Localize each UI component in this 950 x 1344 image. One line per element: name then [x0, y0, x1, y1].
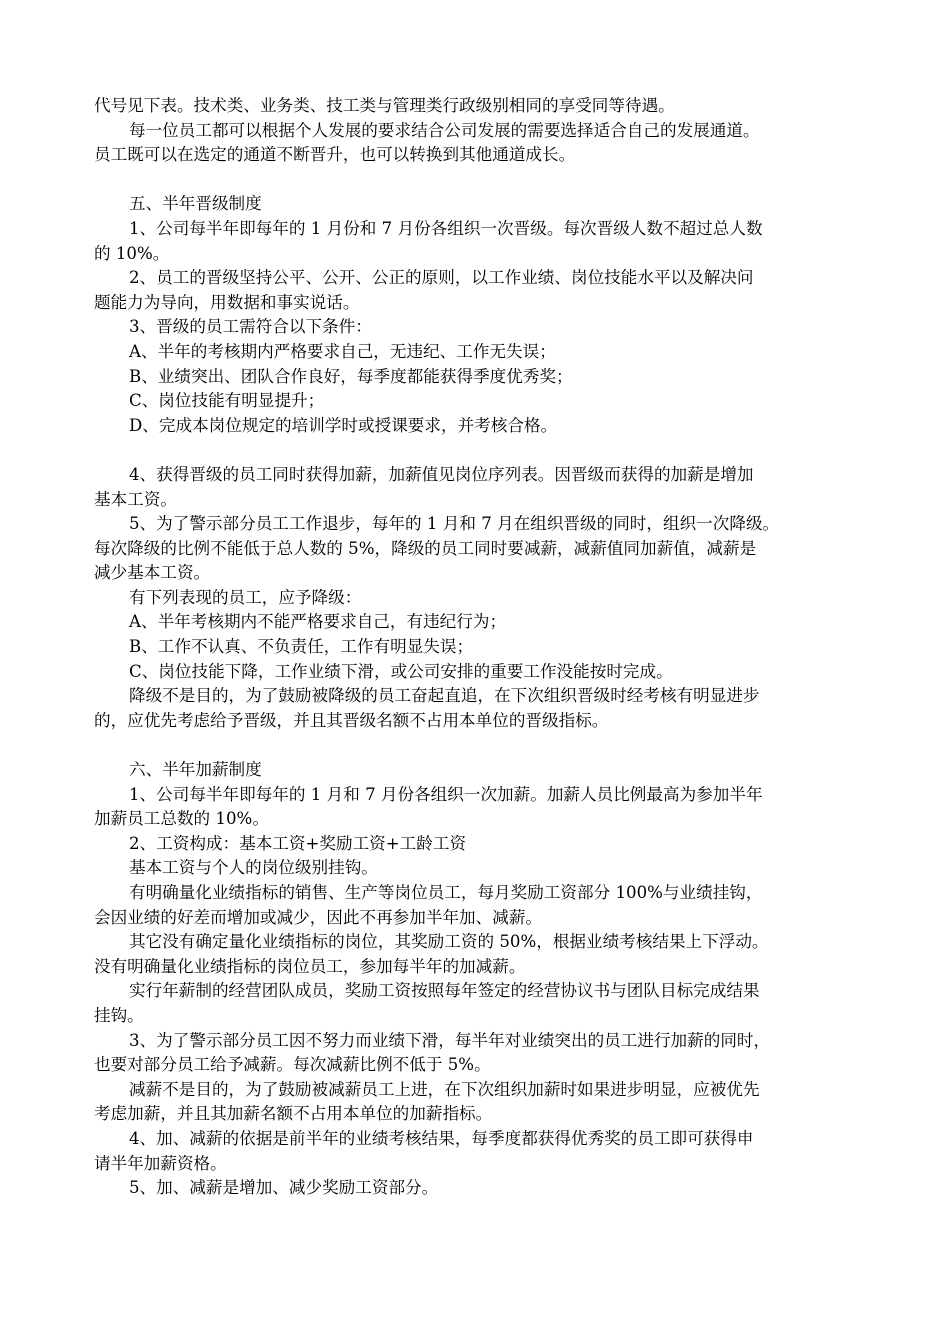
text-line: 员工既可以在选定的通道不断晋升，也可以转换到其他通道成长。: [94, 145, 576, 165]
text-line: 有下列表现的员工，应予降级：: [129, 587, 362, 607]
text-line: 4、获得晋级的员工同时获得加薪，加薪值见岗位序列表。因晋级而获得的加薪是增加: [129, 464, 754, 484]
text-line: 减少基本工资。: [94, 563, 211, 583]
text-line: 基本工资。: [94, 489, 177, 509]
text-line: 五、半年晋级制度: [129, 194, 262, 214]
text-line: 2、工资构成：基本工资+奖励工资+工龄工资: [129, 833, 467, 853]
text-line: 的，应优先考虑给予晋级，并且其晋级名额不占用本单位的晋级指标。: [94, 710, 609, 730]
text-line: A、半年考核期内不能严格要求自己，有违纪行为；: [129, 612, 507, 632]
text-line: 有明确量化业绩指标的销售、生产等岗位员工，每月奖励工资部分 100%与业绩挂钩，: [129, 883, 763, 902]
paragraph-spacer: [94, 168, 866, 193]
text-line: B、业绩突出、团队合作良好，每季度都能获得季度优秀奖；: [129, 366, 573, 386]
document-body: [94, 94, 866, 1201]
text-line: 的 10%。: [94, 243, 170, 263]
text-line: 也要对部分员工给予减薪。每次减薪比例不低于 5%。: [94, 1055, 491, 1075]
text-line: 基本工资与个人的岗位级别挂钩。: [129, 858, 378, 878]
text-line: 题能力为导向，用数据和事实说话。: [94, 292, 360, 312]
text-line: 5、加、减薪是增加、减少奖励工资部分。: [129, 1178, 439, 1198]
text-line: 没有明确量化业绩指标的岗位员工，参加每半年的加减薪。: [94, 956, 526, 976]
text-line: 考虑加薪，并且其加薪名额不占用本单位的加薪指标。: [94, 1104, 493, 1124]
paragraph-spacer: [94, 438, 866, 463]
text-line: 1、公司每半年即每年的 1 月和 7 月份各组织一次加薪。加薪人员比例最高为参加半年: [129, 784, 763, 804]
text-line: 请半年加薪资格。: [94, 1153, 227, 1173]
paragraph-spacer: [94, 733, 866, 758]
text-line: 3、为了警示部分员工因不努力而业绩下滑，每半年对业绩突出的员工进行加薪的同时，: [129, 1030, 771, 1050]
text-line: 挂钩。: [94, 1005, 144, 1025]
text-line: 4、加、减薪的依据是前半年的业绩考核结果，每季度都获得优秀奖的员工即可获得申: [129, 1128, 754, 1148]
text-line: 会因业绩的好差而增加或减少，因此不再参加半年加、减薪。: [94, 907, 543, 927]
text-line: 降级不是目的，为了鼓励被降级的员工奋起直追，在下次组织晋级时经考核有明显进步: [129, 686, 760, 706]
text-line: 六、半年加薪制度: [129, 760, 262, 780]
text-line: 1、公司每半年即每年的 1 月份和 7 月份各组织一次晋级。每次晋级人数不超过总人数: [129, 218, 763, 238]
text-line: B、工作不认真、不负责任，工作有明显失误；: [129, 637, 474, 657]
text-line: 每一位员工都可以根据个人发展的要求结合公司发展的需要选择适合自己的发展通道。: [129, 120, 760, 140]
text-line: 2、员工的晋级坚持公平、公开、公正的原则，以工作业绩、岗位技能水平以及解决问: [129, 268, 754, 288]
text-line: D、完成本岗位规定的培训学时或授课要求，并考核合格。: [129, 415, 558, 435]
text-line: 每次降级的比例不能低于总人数的 5%，降级的员工同时要减薪，减薪值同加薪值，减薪是: [94, 538, 757, 558]
text-line: C、岗位技能有明显提升；: [129, 391, 325, 411]
text-line: 减薪不是目的，为了鼓励被减薪员工上进，在下次组织加薪时如果进步明显，应被优先: [129, 1079, 760, 1099]
text-line: 加薪员工总数的 10%。: [94, 809, 269, 829]
text-line: 实行年薪制的经营团队成员，奖励工资按照每年签定的经营协议书与团队目标完成结果: [129, 981, 760, 1001]
text-line: A、半年的考核期内严格要求自己，无违纪、工作无失误；: [129, 341, 556, 361]
text-line: 3、晋级的员工需符合以下条件：: [129, 317, 372, 337]
text-line: 5、为了警示部分员工工作退步，每年的 1 月和 7 月在组织晋级的同时，组织一次降级。: [129, 514, 780, 534]
text-line: 代号见下表。技术类、业务类、技工类与管理类行政级别相同的享受同等待遇。: [94, 96, 675, 115]
text-line: 其它没有确定量化业绩指标的岗位，其奖励工资的 50%，根据业绩考核结果上下浮动。: [129, 932, 769, 952]
text-line: C、岗位技能下降，工作业绩下滑，或公司安排的重要工作没能按时完成。: [129, 661, 673, 681]
